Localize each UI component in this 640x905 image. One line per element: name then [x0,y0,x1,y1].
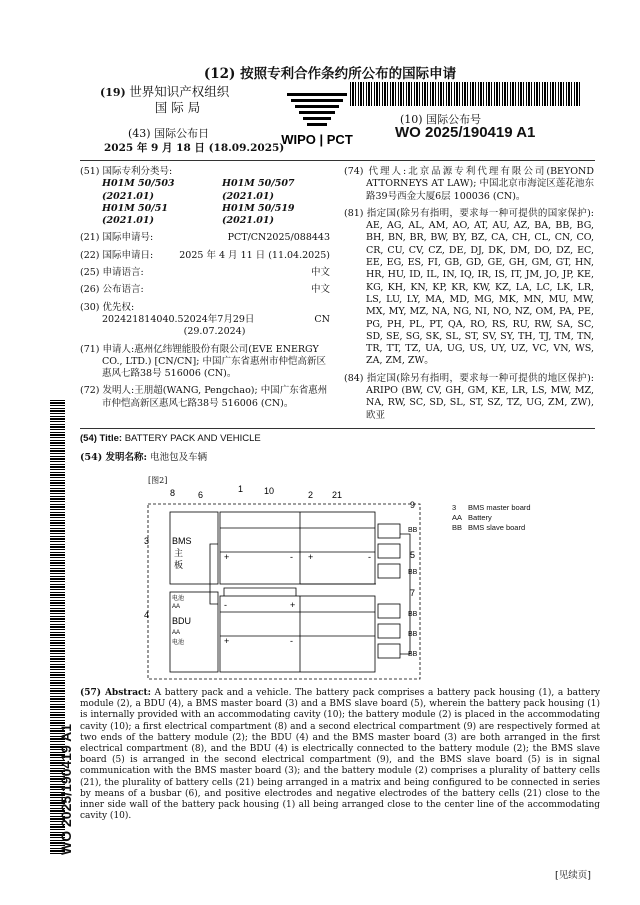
ref-10: 10 [264,486,275,496]
field-72: (72) 发明人:王朋超(WANG, Pengchao); 中国广东省惠州市仲恺高新区惠风七路38号 516006 (CN)。 [80,385,328,409]
plus-4: + [224,636,230,646]
ref-4: 4 [144,610,150,620]
ref-2: 2 [308,490,314,500]
ref-7: 7 [410,588,416,598]
ref-3: 3 [144,536,150,546]
logo-text: WIPO | PCT [281,132,353,147]
housing-outline [148,504,420,679]
field-51: (51) 国际专利分类号: [80,166,173,177]
field-71: (71) 申请人:惠州亿纬锂能股份有限公司(EVE ENERGY CO., LTD.) [CN/CN]; 中国广东省惠州市仲恺高新区惠风七路38号 516006 (CN)。 [80,343,326,380]
slave-board-2 [378,544,400,558]
minus-4: - [290,636,293,646]
figure-caption: [图2] [148,476,168,485]
abstract [80,688,600,822]
ref-21: 21 [332,490,343,500]
ref-bb-2: BB [408,569,418,576]
upper-block-text-1: 电池 [172,596,185,602]
right-column [344,166,594,422]
field-21: (21) 国际申请号: PCT/CN2025/088443 [80,232,330,244]
legend-row: AA Battery [452,512,492,522]
header-divider [80,160,595,161]
field-22: (22) 国际申请日: 2025 年 4 月 11 日 (11.04.2025) [80,249,330,261]
plus-3: + [290,600,296,610]
ref-9: 9 [410,500,416,510]
slave-board-3 [378,564,400,578]
ipc-4: H01M 50/519 (2021.01) [222,202,295,227]
pub-date-label: (43) 国际公布日 [128,127,210,140]
ref-6: 6 [198,490,204,500]
bms-text-1: BMS [172,536,192,546]
title-cn: (54) 发明名称: 电池包及车辆 [80,452,208,463]
figure-drawing [140,484,430,684]
pub-number: WO 2025/190419 A1 [395,124,536,141]
field-26: (26) 公布语言: 中文 [80,284,330,296]
bdu-text-2: AA [172,630,181,636]
ref-bb-4: BB [408,631,418,638]
side-pub-number: WO 2025/190419 A1 [58,723,74,855]
plus-1: + [224,552,230,562]
slave-board-1 [378,524,400,538]
org-name: 世界知识产权组织 [129,84,230,99]
org-number: (19) [100,86,126,99]
wipo-logo [267,88,367,148]
title-divider [80,428,595,429]
slave-board-6 [378,644,400,658]
plus-2: + [308,552,314,562]
bms-text-3: 板 [174,560,184,570]
ref-8: 8 [170,488,176,498]
ref-bb-1: BB [408,527,418,534]
ref-bb-3: BB [408,611,418,618]
lower-module [220,596,375,672]
figure-legend [452,503,537,532]
ref-bb-5: BB [408,651,418,658]
document-title: (12) 按照专利合作条约所公布的国际申请 [203,66,457,82]
slave-board-5 [378,624,400,638]
minus-3: - [224,600,227,610]
bms-text-2: 主 [174,548,184,558]
minus-1: - [290,552,293,562]
upper-module [220,512,375,584]
ipc-2: H01M 50/507 (2021.01) [222,178,295,202]
pub-date: 2025 年 9 月 18 日 (18.09.2025) [104,142,285,154]
left-column [80,166,330,410]
org-sub: 国 际 局 [154,100,201,115]
field-81: (81) 指定国(除另有指明，要求每一种可提供的国家保护): AE, AG, AL, AM, AO, AT, AU, AZ, BA, BB, BG, BH, BN, BR, BW, BY, BZ, CA, CH, CL, CN, CO, CR, CU, CV, CZ, DE, DJ, DK, DM, DO, DZ, EC, EE, EG, ES, FI, GB, GD, GE, GH, GM, GT, HN, HR, HU, ID, IL, IN, IQ, IR, IS, IT, JM, JO, JP, KE, KG, KH, KN, KP, KR, KW, KZ, LA, LC, LK, LR, LS, LU, LY, MA, MD, MG, MK, MN, MU, MW, MX, MY, MZ, NA, NG, NI, NO, NZ, OM, PA, PE, PG, PH, PL, PT, QA, RO, RS, RU, RW, SA, SC, SD, SE, SG, SK, SL, ST, SV, SY, TH, TJ, TM, TN, TR, TT, TZ, UA, UG, US, UY, UZ, VC, VN, WS, ZA, ZM, ZW。 [344,207,594,367]
continued-note: [见续页] [555,870,591,881]
upper-block-text-2: AA [172,604,181,610]
legend-row: 3 BMS master board [452,503,531,512]
priority-row: 202421814040.5 2024年7月29日 (29.07.2024) CN [102,313,330,338]
field-84: (84) 指定国(除另有指明，要求每一种可提供的地区保护): ARIPO (BW, CV, GH, GM, KE, LR, LS, MW, MZ, NA, RW, SC, SD, SL, ST, SZ, TZ, UG, ZM, ZW), 欧亚 [344,372,594,421]
ipc-3: H01M 50/51 (2021.01) [102,202,168,227]
legend-row: BB BMS slave board [452,522,526,532]
office-block [100,84,255,115]
bdu-text-1: BDU [172,616,192,626]
abstract-label: (57) Abstract: [80,688,151,698]
ref-5: 5 [410,550,416,560]
top-barcode [350,82,582,106]
field-30: (30) 优先权: [80,301,135,313]
ipc-1: H01M 50/503 (2021.01) [102,178,175,202]
abstract-text: A battery pack and a vehicle. The battery pack comprises a battery pack housing (1), a battery module (2), a BDU (4), a BMS master board (3) and a BMS slave board (5), wherein the battery pack housing (1) is internally provided with an accommodating cavity (10); the battery module (2) is placed in the accommodating cavity (10); a first electrical compartment (8) and a second electrical compartment (9) are respectively formed at two ends of the battery module (2); the BDU (4) and the BMS master board (3) are both arranged in the first electrical compartment (8), and the BDU (4) is electrically connected to the battery module (2); the BMS slave board (5) is arranged in the second electrical compartment (9), and the BMS slave board (5) is in signal communication with the BMS master board (3); and the battery module (2) comprises a plurality of battery cells (21), the plurality of battery cells (21) being arranged in a matrix and being configured to be connected in series by means of a busbar (6), and positive electrodes and negative electrodes of the battery cells (21) close to the inner side wall of the battery pack housing (1) all being arranged close to the center line of the accommodating cavity (10). [80,688,600,822]
slave-board-4 [378,604,400,618]
minus-2: - [368,552,371,562]
pub-number-label: (10) 国际公布号 [400,113,482,126]
ref-1: 1 [238,484,244,494]
field-25: (25) 申请语言: 中文 [80,267,330,279]
title-en: (54) Title: BATTERY PACK AND VEHICLE [80,433,261,444]
field-74: (74) 代理人:北京品源专利代理有限公司(BEYOND ATTORNEYS AT LAW); 中国北京市海淀区莲花池东路39号西金大厦6层 100036 (CN)。 [344,166,594,202]
bdu-text-3: 电池 [172,640,185,646]
